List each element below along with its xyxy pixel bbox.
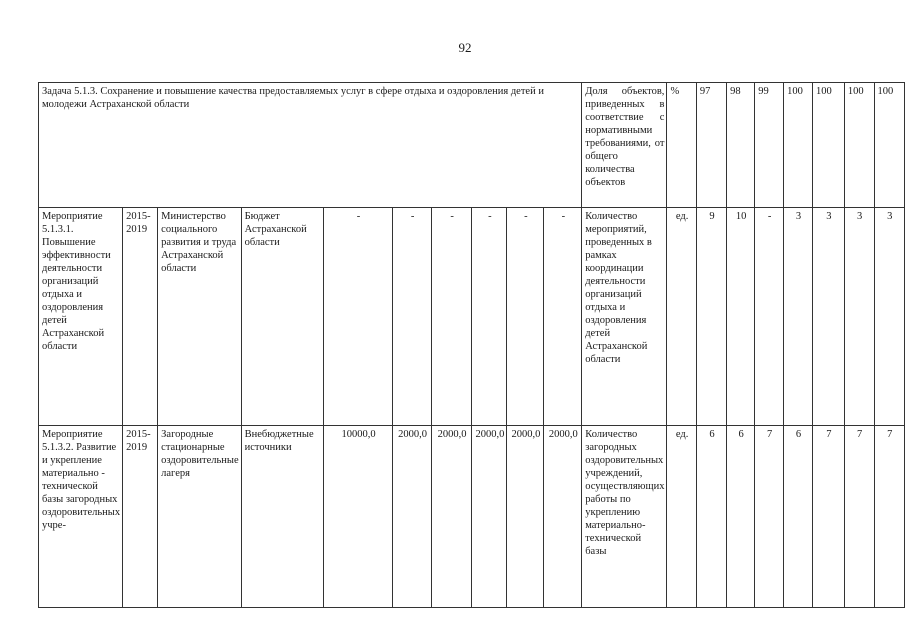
measure-year-2: - bbox=[431, 208, 472, 426]
measure-year-3: 2000,0 bbox=[472, 426, 507, 608]
measure-value-4: 3 bbox=[784, 208, 813, 426]
task-value-3: 99 bbox=[755, 83, 784, 208]
measure-value-7: 7 bbox=[874, 426, 905, 608]
measure-year-2: 2000,0 bbox=[431, 426, 472, 608]
measure-year-4: 2000,0 bbox=[507, 426, 544, 608]
measure-value-6: 3 bbox=[844, 208, 874, 426]
measure-value-2: 10 bbox=[727, 208, 755, 426]
measure-year-1: 2000,0 bbox=[393, 426, 431, 608]
measure-value-4: 6 bbox=[784, 426, 813, 608]
table-row bbox=[39, 208, 905, 426]
table-row bbox=[39, 426, 905, 608]
measure-year-1: - bbox=[393, 208, 431, 426]
measure-value-5: 3 bbox=[813, 208, 845, 426]
measure-indicator: Количество мероприятий, проведенных в рамках координации деятельности организаций отдыха и оздоровления детей Астраханской области bbox=[582, 208, 667, 426]
measure-unit: ед. bbox=[667, 208, 696, 426]
measure-value-6: 7 bbox=[844, 426, 874, 608]
task-value-7: 100 bbox=[874, 83, 905, 208]
measure-year-5: 2000,0 bbox=[544, 426, 582, 608]
measure-year-3: - bbox=[472, 208, 507, 426]
measure-executor: Министерство социального развития и труда Астраханской области bbox=[158, 208, 241, 426]
measure-value-2: 6 bbox=[727, 426, 755, 608]
measure-value-1: 6 bbox=[696, 426, 726, 608]
measure-source: Внебюджетные источники bbox=[241, 426, 323, 608]
measure-value-1: 9 bbox=[696, 208, 726, 426]
measure-name: Мероприятие 5.1.3.2. Развитие и укрепление материально - технической базы загородных оздоровительных учре- bbox=[39, 426, 123, 608]
task-title: Задача 5.1.3. Сохранение и повышение качества предоставляемых услуг в сфере отдыха и оздоровления детей и молодежи Астраханской области bbox=[42, 86, 544, 110]
measure-indicator: Количество загородных оздоровительных учреждений, осуществляющих работы по укреплению материально-технической базы bbox=[582, 426, 667, 608]
measure-name: Мероприятие 5.1.3.1. Повышение эффективности деятельности организаций отдыха и оздоровления детей Астраханской области bbox=[39, 208, 123, 426]
measure-total: - bbox=[323, 208, 393, 426]
measure-period: 2015-2019 bbox=[123, 208, 158, 426]
page-number: 92 bbox=[458, 40, 472, 55]
task-value-5: 100 bbox=[813, 83, 845, 208]
measure-value-7: 3 bbox=[874, 208, 905, 426]
task-value-1: 97 bbox=[696, 83, 726, 208]
task-cell bbox=[39, 83, 582, 208]
measure-year-5: - bbox=[544, 208, 582, 426]
measure-value-5: 7 bbox=[813, 426, 845, 608]
task-value-6: 100 bbox=[844, 83, 874, 208]
measure-executor: Загородные стационарные оздоровительные лагеря bbox=[158, 426, 241, 608]
program-table bbox=[38, 82, 905, 608]
task-value-4: 100 bbox=[784, 83, 813, 208]
task-unit: % bbox=[667, 83, 696, 208]
measure-period: 2015-2019 bbox=[123, 426, 158, 608]
measure-source: Бюджет Астраханской области bbox=[241, 208, 323, 426]
measure-value-3: - bbox=[755, 208, 784, 426]
measure-value-3: 7 bbox=[755, 426, 784, 608]
measure-year-4: - bbox=[507, 208, 544, 426]
task-row bbox=[39, 83, 905, 208]
task-value-2: 98 bbox=[727, 83, 755, 208]
measure-unit: ед. bbox=[667, 426, 696, 608]
measure-total: 10000,0 bbox=[323, 426, 393, 608]
task-indicator: Доля объектов, приведенных в соответствие с нормативными требованиями, от общего количества объектов bbox=[582, 83, 667, 208]
